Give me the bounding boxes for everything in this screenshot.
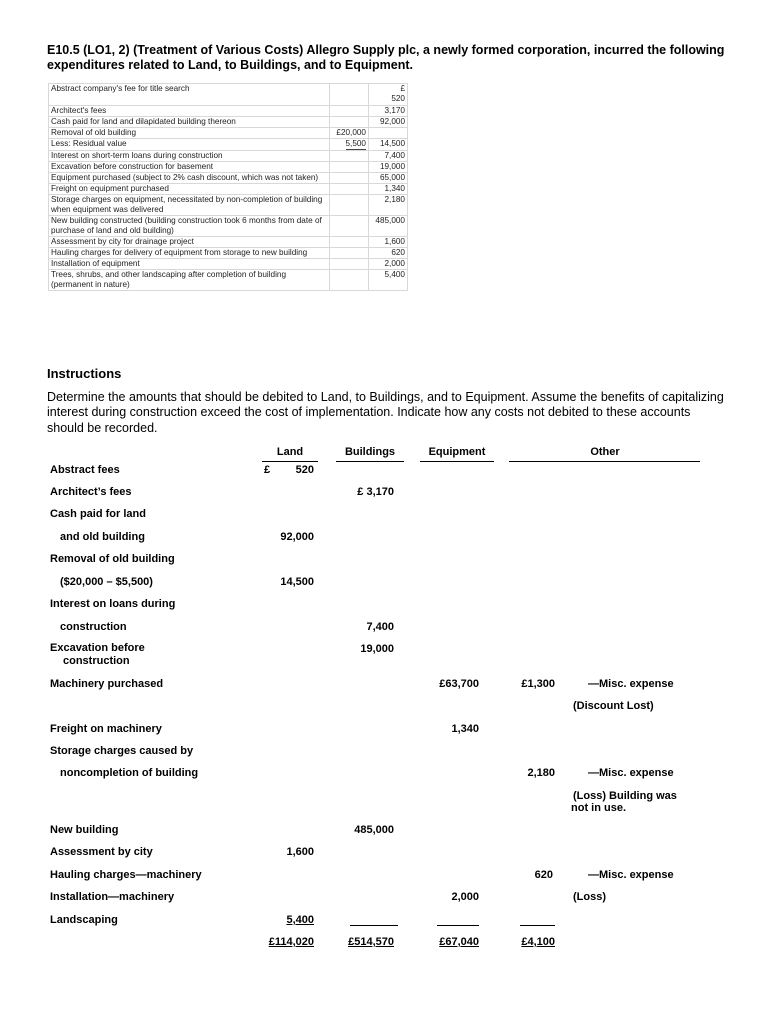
expenditure-row [49, 248, 408, 259]
expenditure-amount-2: 5,400 [369, 270, 408, 291]
other-note: (Loss) Building was [573, 790, 677, 802]
expenditure-amount-1 [330, 259, 369, 270]
expenditure-row [49, 106, 408, 117]
buildings-value: £ 3,170 [357, 486, 394, 498]
total-buildings: £514,570 [348, 936, 394, 948]
row-label: Excavation before [50, 642, 145, 654]
expenditure-amount-1 [330, 216, 369, 237]
expenditure-amount-1 [330, 237, 369, 248]
expenditure-amount-2: 14,500 [369, 139, 408, 151]
expenditure-row [49, 216, 408, 237]
expenditure-desc: Excavation before construction for basement [49, 162, 330, 173]
buildings-value: 7,400 [366, 621, 394, 633]
buildings-value: 485,000 [354, 824, 394, 836]
blank-rule [437, 925, 479, 926]
other-note: —Misc. expense [588, 678, 674, 690]
equipment-value: 2,000 [451, 891, 479, 903]
expenditure-row [49, 128, 408, 139]
expenditure-desc: Removal of old building [49, 128, 330, 139]
expenditure-desc: Freight on equipment purchased [49, 184, 330, 195]
expenditure-amount-2: 1,600 [369, 237, 408, 248]
expenditure-desc: Architect's fees [49, 106, 330, 117]
land-value: 92,000 [280, 531, 314, 543]
expenditure-amount-1 [330, 270, 369, 291]
header-rule [420, 461, 494, 462]
buildings-value: 19,000 [360, 643, 394, 655]
expenditure-amount-1 [330, 117, 369, 128]
row-label: ($20,000 – $5,500) [60, 576, 153, 588]
expenditure-amount-2: 2,000 [369, 259, 408, 270]
expenditure-row [49, 162, 408, 173]
expenditure-amount-1 [330, 248, 369, 259]
expenditure-amount-1 [330, 151, 369, 162]
row-label: Machinery purchased [50, 678, 164, 690]
land-value: 1,600 [286, 846, 314, 858]
other-value: 620 [534, 869, 553, 881]
expenditure-amount-2 [369, 84, 408, 106]
header-buildings: Buildings [344, 446, 396, 458]
expenditure-row [49, 259, 408, 270]
expenditure-amount-2: 485,000 [369, 216, 408, 237]
row-label: Assessment by city [50, 846, 153, 858]
expenditure-amount-2: 3,170 [369, 106, 408, 117]
equipment-value: 1,340 [451, 723, 479, 735]
expenditure-row [49, 151, 408, 162]
expenditure-amount-1 [330, 84, 369, 106]
exercise-title: E10.5 (LO1, 2) (Treatment of Various Costs) Allegro Supply plc, a newly formed corporation, incurred the following expenditures related to Land, to Buildings, and to Equipment. [47, 43, 725, 72]
header-other: Other [590, 446, 620, 458]
other-value: £1,300 [521, 678, 555, 690]
expenditure-amount-1 [330, 173, 369, 184]
header-rule [262, 461, 318, 462]
expenditure-desc: Installation of equipment [49, 259, 330, 270]
row-label: Removal of old building [50, 553, 175, 565]
total-land: £114,020 [268, 936, 314, 948]
header-equipment: Equipment [428, 446, 486, 458]
expenditure-amount-2: 7,400 [369, 151, 408, 162]
row-label: Freight on machinery [50, 723, 162, 735]
total-equipment: £67,040 [439, 936, 479, 948]
expenditure-value: 5,500 [345, 139, 366, 148]
expenditure-desc: New building constructed (building construction took 6 months from date of purchase of land and old building) [49, 216, 330, 237]
other-note: not in use. [571, 802, 626, 814]
expenditure-amount-2: 92,000 [369, 117, 408, 128]
expenditures-header-row [49, 84, 408, 106]
expenditure-amount-2: 19,000 [369, 162, 408, 173]
expenditure-row [49, 184, 408, 195]
row-label: construction [60, 621, 127, 633]
header-rule [336, 461, 404, 462]
row-label: construction [63, 655, 130, 667]
row-label: Installation—machinery [50, 891, 175, 903]
expenditure-row [49, 139, 408, 151]
row-label: New building [50, 824, 119, 836]
other-note: (Loss) [573, 891, 606, 903]
header-rule [509, 461, 700, 462]
expenditure-row [49, 237, 408, 248]
expenditure-amount-1 [330, 162, 369, 173]
expenditure-amount-1 [330, 139, 369, 151]
row-label: Storage charges caused by [50, 745, 194, 757]
instructions-heading: Instructions [47, 366, 122, 381]
row-label: Cash paid for land [50, 508, 146, 520]
expenditure-amount-2: 2,180 [369, 195, 408, 216]
expenditure-amount-2: 620 [369, 248, 408, 259]
row-label: Architect’s fees [50, 486, 132, 498]
land-value: 5,400 [286, 914, 314, 926]
expenditure-amount-1 [330, 195, 369, 216]
expenditure-amount-2 [369, 128, 408, 139]
row-label: Hauling charges—machinery [50, 869, 202, 881]
expenditure-amount-1 [330, 184, 369, 195]
other-note: —Misc. expense [588, 767, 674, 779]
row-label: Abstract fees [50, 464, 120, 476]
expenditure-value: £20,000 [336, 128, 366, 137]
equipment-value: £63,700 [439, 678, 479, 690]
expenditure-amount-2: 65,000 [369, 173, 408, 184]
land-value: 520 [295, 464, 314, 476]
expenditure-amount-2: 1,340 [369, 184, 408, 195]
row-label: and old building [60, 531, 145, 543]
expenditures-table [48, 83, 408, 291]
expenditure-desc: Storage charges on equipment, necessitated by non-completion of building when equipment was delivered [49, 195, 330, 216]
expenditure-desc: Trees, shrubs, and other landscaping after completion of building (permanent in nature) [49, 270, 330, 291]
expenditure-row [49, 195, 408, 216]
expenditure-amount-1 [330, 128, 369, 139]
header-land: Land [276, 446, 304, 458]
row-label: Interest on loans during [50, 598, 176, 610]
expenditure-value: 520 [391, 94, 405, 103]
row-label: noncompletion of building [60, 767, 199, 779]
expenditure-row [49, 270, 408, 291]
expenditure-row [49, 173, 408, 184]
currency-header: £ [400, 84, 405, 93]
blank-rule [350, 925, 398, 926]
land-value: 14,500 [280, 576, 314, 588]
currency-symbol: £ [264, 464, 271, 476]
total-other: £4,100 [521, 936, 555, 948]
expenditure-desc: Hauling charges for delivery of equipment from storage to new building [49, 248, 330, 259]
expenditure-desc: Less: Residual value [49, 139, 330, 151]
blank-rule [520, 925, 555, 926]
expenditure-desc: Equipment purchased (subject to 2% cash discount, which was not taken) [49, 173, 330, 184]
instructions-text: Determine the amounts that should be debited to Land, to Buildings, and to Equipment. Assume the benefits of capitalizing interest during construction exceed the cost of implementation. Indicate how any costs not debited to these accounts should be recorded. [47, 390, 724, 435]
expenditure-desc: Assessment by city for drainage project [49, 237, 330, 248]
expenditure-amount-1 [330, 106, 369, 117]
expenditure-desc: Cash paid for land and dilapidated building thereon [49, 117, 330, 128]
expenditure-desc: Abstract company's fee for title search [49, 84, 330, 106]
other-value: 2,180 [527, 767, 555, 779]
expenditure-desc: Interest on short-term loans during construction [49, 151, 330, 162]
expenditure-row [49, 117, 408, 128]
other-note: (Discount Lost) [573, 700, 654, 712]
row-label: Landscaping [50, 914, 118, 926]
other-note: —Misc. expense [588, 869, 674, 881]
